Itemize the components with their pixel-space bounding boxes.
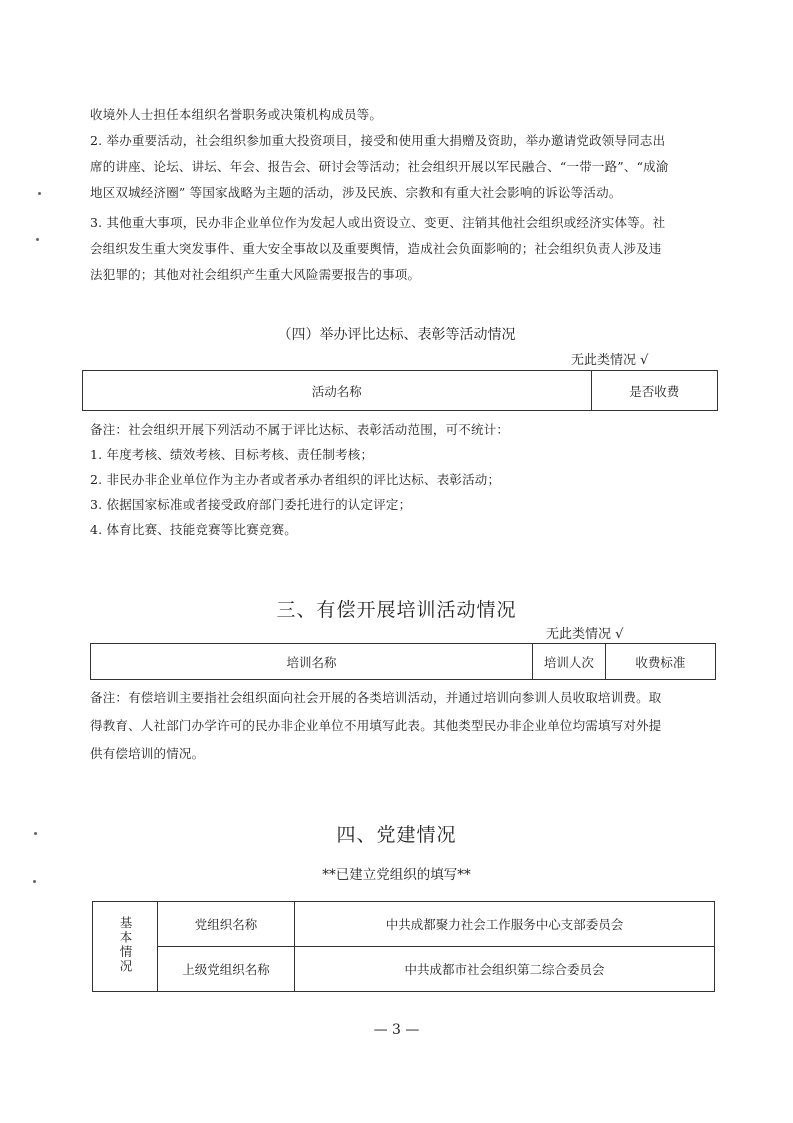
events-note-0: 备注：社会组织开展下列活动不属于评比达标、表彰活动范围，可不统计： <box>90 422 510 437</box>
intro-item3-line2: 会组织发生重大突发事件、重大安全事故以及重要舆情，造成社会负面影响的；社会组织负责人涉及违 <box>90 241 662 256</box>
section-events-title: （四）举办评比达标、表彰等活动情况 <box>277 327 516 343</box>
intro-item2-line2: 席的讲座、论坛、讲坛、年会、报告会、研讨会等活动；社会组织开展以军民融合、“一带一路”、“成渝 <box>90 159 669 174</box>
events-header-fee: 是否收费 <box>591 371 717 411</box>
training-none-note: 无此类情况 √ <box>546 627 624 642</box>
party-row-value: 中共成都聚力社会工作服务中心支部委员会 <box>295 902 715 947</box>
party-row-value: 中共成都市社会组织第二综合委员会 <box>295 947 715 992</box>
training-header-fee: 收费标准 <box>605 644 715 680</box>
events-note-2: 2. 非民办非企业单位作为主办者或者承办者组织的评比达标、表彰活动； <box>90 472 501 487</box>
party-group-label: 基本情况 <box>118 916 133 974</box>
events-note-3: 3. 依据国家标准或者接受政府部门委托进行的认定评定； <box>90 497 412 512</box>
party-subtitle: **已建立党组织的填写** <box>322 867 471 883</box>
section-training-title: 三、有偿开展培训活动情况 <box>276 599 517 621</box>
party-row-label: 党组织名称 <box>158 902 295 947</box>
intro-item2-line3: 地区双城经济圈” 等国家战略为主题的活动，涉及民族、宗教和有重大社会影响的诉讼等活动。 <box>90 185 622 200</box>
intro-line: 收境外人士担任本组织名誉职务或决策机构成员等。 <box>90 107 383 122</box>
party-row-label: 上级党组织名称 <box>158 947 295 992</box>
intro-item3-line3: 法犯罪的；其他对社会组织产生重大风险需要报告的事项。 <box>90 267 421 282</box>
training-header-name: 培训名称 <box>91 644 533 680</box>
events-table <box>82 370 718 411</box>
events-note-4: 4. 体育比赛、技能竞赛等比赛竞赛。 <box>90 522 298 537</box>
events-none-note: 无此类情况 √ <box>571 353 649 368</box>
training-note-line1: 备注：有偿培训主要指社会组织面向社会开展的各类培训活动，并通过培训向参训人员收取培训费。取 <box>90 690 662 705</box>
party-group-cell <box>93 902 158 992</box>
training-header-count: 培训人次 <box>533 644 606 680</box>
party-info-table <box>92 901 715 992</box>
intro-item2-line1: 2. 举办重要活动，社会组织参加重大投资项目，接受和使用重大捐赠及资助，举办邀请党政领导同志出 <box>90 133 666 148</box>
page-number: — 3 — <box>373 1022 420 1038</box>
training-table <box>90 643 716 680</box>
section-party-title: 四、党建情况 <box>336 824 457 846</box>
events-note-1: 1. 年度考核、绩效考核、目标考核、责任制考核； <box>90 447 374 462</box>
scan-speck <box>36 238 39 241</box>
scan-speck <box>38 192 41 195</box>
training-note-line3: 供有偿培训的情况。 <box>90 746 205 761</box>
training-note-line2: 得教育、人社部门办学许可的民办非企业单位不用填写此表。其他类型民办非企业单位均需填写对外提 <box>90 718 662 733</box>
events-header-name: 活动名称 <box>83 371 592 411</box>
intro-item3-line1: 3. 其他重大事项，民办非企业单位作为发起人或出资设立、变更、注销其他社会组织或经济实体等。社 <box>90 215 666 230</box>
